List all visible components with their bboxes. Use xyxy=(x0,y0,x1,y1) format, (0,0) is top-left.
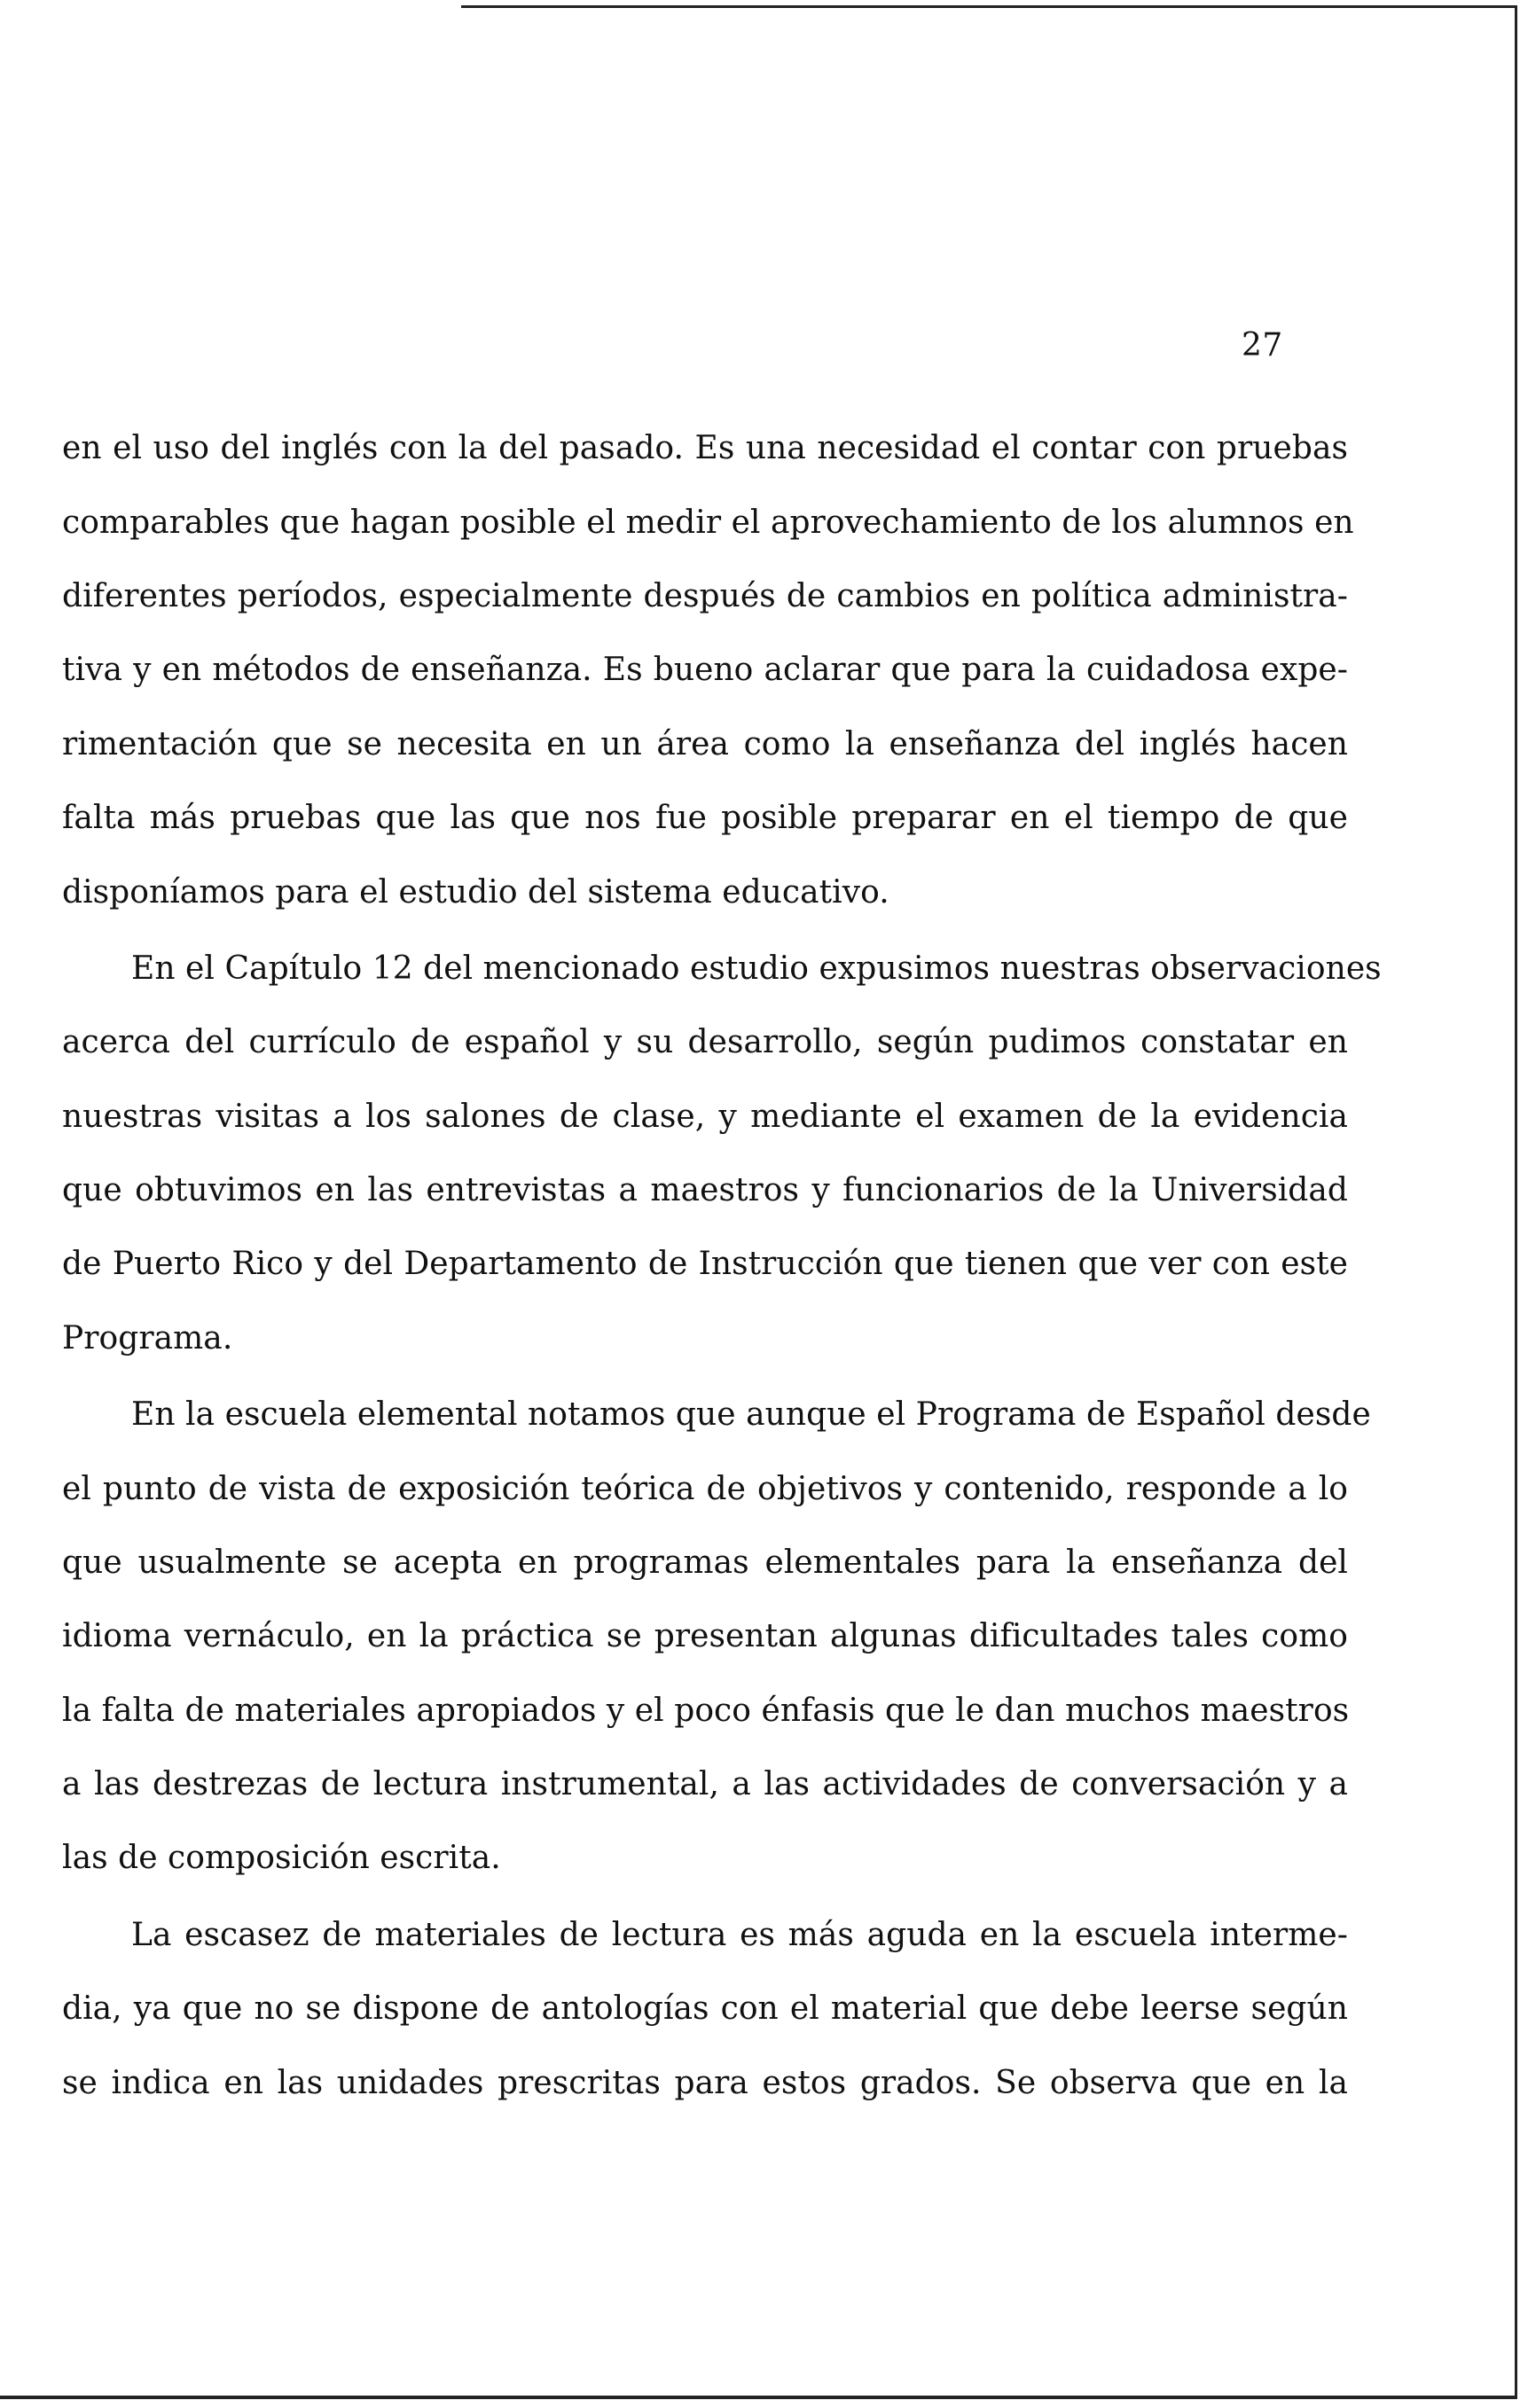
text-line: el punto de vista de exposición teórica de objetivos y contenido, responde a lo xyxy=(62,1471,1348,1507)
text-line: La escasez de materiales de lectura es más aguda en la escuela interme- xyxy=(131,1917,1348,1953)
text-line: las de composición escrita. xyxy=(62,1840,501,1876)
text-line: tiva y en métodos de enseñanza. Es bueno aclarar que para la cuidadosa expe- xyxy=(62,652,1348,688)
text-line: En la escuela elemental notamos que aunque el Programa de Español desde xyxy=(131,1396,1371,1433)
text-line: idioma vernáculo, en la práctica se presentan algunas dificultades tales como xyxy=(62,1618,1348,1654)
text-line: comparables que hagan posible el medir el aprovechamiento de los alumnos en xyxy=(62,504,1354,541)
page-border-right xyxy=(1515,5,1517,2396)
text-line: rimentación que se necesita en un área como la enseñanza del inglés hacen xyxy=(62,726,1348,762)
text-line: disponíamos para el estudio del sistema educativo. xyxy=(62,874,889,911)
text-line: nuestras visitas a los salones de clase, y mediante el examen de la evidencia xyxy=(62,1098,1348,1135)
page-number: 27 xyxy=(1242,327,1283,364)
text-line: que usualmente se acepta en programas elementales para la enseñanza del xyxy=(62,1544,1348,1581)
text-line: diferentes períodos, especialmente después de cambios en política administra- xyxy=(62,578,1348,614)
text-line: de Puerto Rico y del Departamento de Instrucción que tienen que ver con este xyxy=(62,1246,1348,1282)
page-border-top xyxy=(461,5,1516,8)
text-line: a las destrezas de lectura instrumental, a las actividades de conversación y a xyxy=(62,1766,1348,1802)
text-line: se indica en las unidades prescritas para estos grados. Se observa que en la xyxy=(62,2065,1348,2101)
text-line: En el Capítulo 12 del mencionado estudio expusimos nuestras observaciones xyxy=(131,950,1382,987)
page-border-bottom xyxy=(0,2396,1517,2399)
text-line: que obtuvimos en las entrevistas a maestros y funcionarios de la Universidad xyxy=(62,1172,1348,1208)
text-line: falta más pruebas que las que nos fue posible preparar en el tiempo de que xyxy=(62,800,1348,836)
text-line: acerca del currículo de español y su desarrollo, según pudimos constatar en xyxy=(62,1024,1348,1060)
text-line: Programa. xyxy=(62,1320,233,1356)
text-line: en el uso del inglés con la del pasado. Es una necesidad el contar con pruebas xyxy=(62,430,1348,466)
text-line: la falta de materiales apropiados y el poco énfasis que le dan muchos maestros xyxy=(62,1693,1350,1729)
text-line: dia, ya que no se dispone de antologías con el material que debe leerse según xyxy=(62,1990,1348,2027)
